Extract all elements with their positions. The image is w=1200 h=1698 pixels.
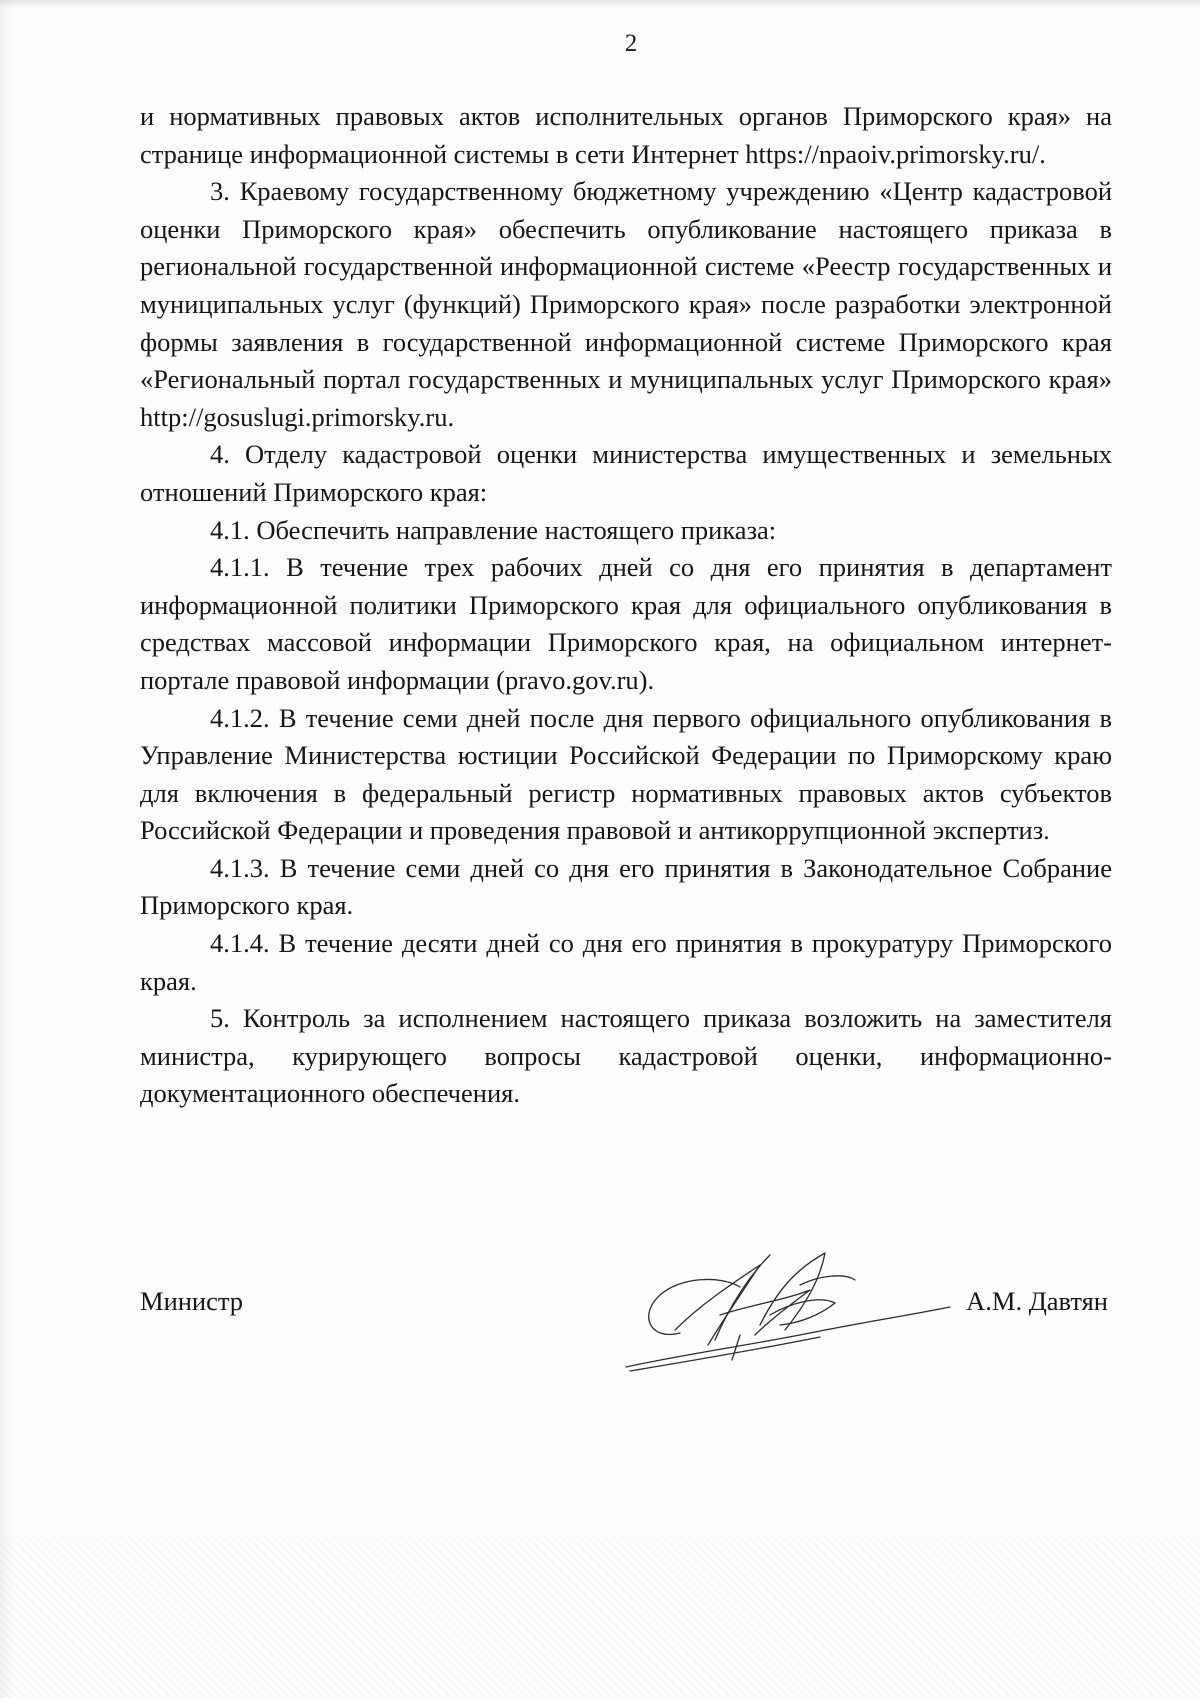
- paragraph-item-4: 4. Отделу кадастровой оценки министерства имущественных и земельных отношений Приморского края:: [140, 439, 1112, 507]
- paragraph-item-4-1-4: 4.1.4. В течение десяти дней со дня его принятия в прокуратуру Приморского края.: [140, 928, 1112, 996]
- signatory-title: Министр: [140, 1286, 244, 1316]
- paragraph-item-4-1-2: 4.1.2. В течение семи дней после дня первого официального опубликования в Управление Министерства юстиции Российской Федерации по Приморскому краю для включения в федеральный регистр нормативных правовых актов субъектов Российской Федерации и проведения правовой и антикоррупционной экспертиз.: [140, 702, 1112, 846]
- page-number: 2: [624, 30, 638, 57]
- signature-row: [140, 1286, 1108, 1326]
- scan-edge-top: [0, 0, 1200, 8]
- paragraph-item-4-1-1: 4.1.1. В течение трех рабочих дней со дня его принятия в департамент информационной политики Приморского края для официального опубликования в средствах массовой информации Приморского края, на официальном интернет-портале правовой информации (pravo.gov.ru).: [140, 552, 1112, 695]
- paragraph-continuation: и нормативных правовых актов исполнительных органов Приморского края» на странице информационной системы в сети Интернет https://npaoiv.primorsky.ru/.: [140, 101, 1112, 169]
- paragraph-item-4-1-3: 4.1.3. В течение семи дней со дня его принятия в Законодательное Собрание Приморского края.: [140, 852, 1112, 921]
- scan-edge-left: [0, 0, 14, 1698]
- paragraph-item-4-1: 4.1. Обеспечить направление настоящего приказа:: [210, 514, 777, 545]
- paragraph-item-3: 3. Краевому государственному бюджетному учреждению «Центр кадастровой оценки Приморского края» обеспечить опубликование настоящего приказа в региональной государственной информационной системе «Реестр государственных и муниципальных услуг (функций) Приморского края» после разработки электронной формы заявления в государственной информационной системе Приморского края «Региональный портал государственных и муниципальных услуг Приморского края» http://gosuslugi.primorsky.ru.: [140, 176, 1112, 432]
- signatory-name: А.М. Давтян: [966, 1286, 1108, 1316]
- document-body: [140, 98, 1112, 1113]
- paragraph-item-5: 5. Контроль за исполнением настоящего приказа возложить на заместителя министра, курирующего вопросы кадастровой оценки, информационно-документационного обеспечения.: [140, 1003, 1112, 1109]
- scan-texture-bottom: [0, 1538, 1200, 1698]
